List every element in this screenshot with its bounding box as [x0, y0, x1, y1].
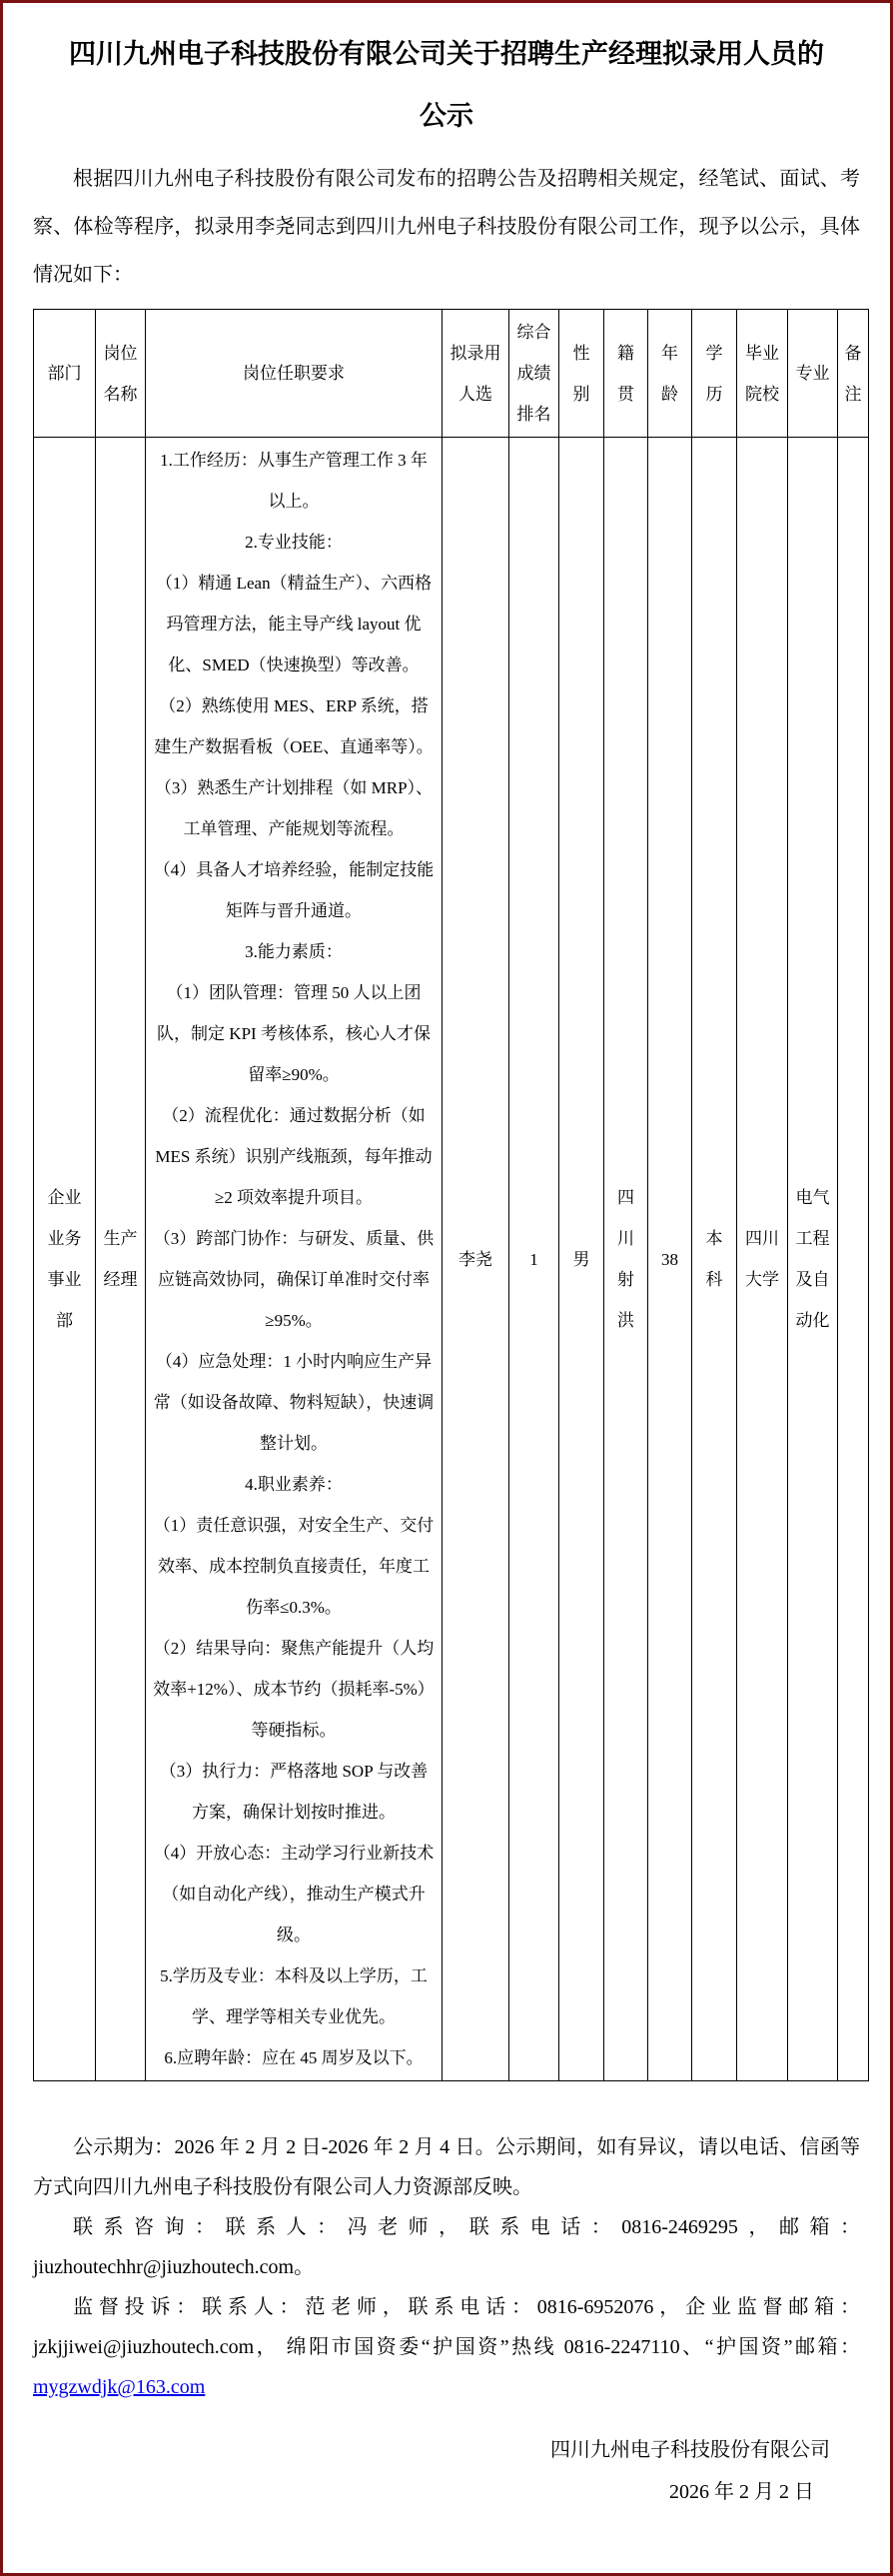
cell-native-place: 四川射洪: [604, 438, 648, 2081]
col-header-gender: 性别: [559, 310, 604, 438]
cell-position: 生产经理: [96, 438, 146, 2081]
col-header-education: 学历: [692, 310, 737, 438]
requirement-item: 1.工作经历：从事生产管理工作 3 年以上。: [160, 451, 428, 511]
table-row: [34, 438, 869, 2081]
requirement-item: （3）执行力：严格落地 SOP 与改善方案，确保计划按时推进。: [159, 1762, 429, 1822]
title-line-2: 公示: [420, 101, 473, 131]
candidate-table: [33, 309, 869, 2081]
cell-education: 本科: [692, 438, 737, 2081]
requirement-item: （2）结果导向：聚焦产能提升（人均效率+12%）、成本节约（损耗率-5%）等硬指标。: [153, 1639, 435, 1740]
col-header-remark: 备注: [838, 310, 869, 438]
col-header-major: 专业: [788, 310, 838, 438]
col-header-rank: 综合成绩排名: [509, 310, 559, 438]
requirement-item: （1）团队管理：管理 50 人以上团队，制定 KPI 考核体系，核心人才保留率≥90%。: [157, 983, 431, 1084]
col-header-department: 部门: [34, 310, 96, 438]
cell-remark: [838, 438, 869, 2081]
requirement-item: 5.学历及专业：本科及以上学历，工学、理学等相关专业优先。: [160, 1966, 428, 2026]
contact-paragraph: 联系咨询：联系人：冯老师，联系电话：0816-2469295，邮箱：jiuzhoutechhr@jiuzhoutech.com。: [33, 2216, 860, 2278]
requirement-item: （2）流程优化：通过数据分析（如 MES 系统）识别产线瓶颈，每年推动≥2 项效率提升项目。: [155, 1106, 433, 1207]
signature-company: 四川九州电子科技股份有限公司: [550, 2439, 830, 2461]
complaint-text: 监督投诉：联系人：范老师，联系电话：0816-6952076，企业监督邮箱：jzkjjiwei@jiuzhoutech.com， 绵阳市国资委“护国资”热线 0816-2247110、“护国资”邮箱：: [33, 2296, 860, 2358]
col-header-school: 毕业院校: [737, 310, 788, 438]
requirement-item: 6.应聘年龄：应在 45 周岁及以下。: [164, 2048, 424, 2067]
announcement-document: [3, 3, 890, 2573]
col-header-native-place: 籍贯: [604, 310, 648, 438]
cell-candidate: 李尧: [443, 438, 509, 2081]
requirement-item: （2）熟练使用 MES、ERP 系统，搭建生产数据看板（OEE、直通率等）。: [154, 696, 434, 756]
complaint-email-link[interactable]: mygzwdjk@163.com: [33, 2376, 206, 2398]
col-header-age: 年龄: [648, 310, 692, 438]
col-header-requirements: 岗位任职要求: [146, 310, 443, 438]
cell-requirements: [146, 438, 443, 2081]
cell-rank: 1: [509, 438, 559, 2081]
requirement-item: （4）具备人才培养经验，能制定技能矩阵与晋升通道。: [153, 860, 435, 920]
requirement-item: 3.能力素质：: [245, 942, 343, 961]
cell-major: 电气工程及自动化: [788, 438, 838, 2081]
signature-date: 2026 年 2 月 2 日: [669, 2481, 814, 2503]
requirement-item: （1）责任意识强，对安全生产、交付效率、成本控制负直接责任，年度工伤率≤0.3%。: [153, 1516, 435, 1617]
cell-school: 四川大学: [737, 438, 788, 2081]
col-header-position: 岗位名称: [96, 310, 146, 438]
cell-age: 38: [648, 438, 692, 2081]
cell-gender: 男: [559, 438, 604, 2081]
publicity-period-paragraph: 公示期为：2026 年 2 月 2 日-2026 年 2 月 4 日。公示期间，如有异议，请以电话、信函等方式向四川九州电子科技股份有限公司人力资源部反映。: [33, 2136, 860, 2198]
page-title: [33, 23, 860, 147]
requirement-item: 4.职业素养：: [245, 1475, 343, 1494]
requirement-item: （1）精通 Lean（精益生产）、六西格玛管理方法，能主导产线 layout 优化、SMED（快速换型）等改善。: [155, 574, 433, 674]
requirement-item: （3）跨部门协作：与研发、质量、供应链高效协同，确保订单准时交付率≥95%。: [153, 1229, 435, 1330]
requirement-item: 2.专业技能：: [245, 533, 343, 552]
col-header-candidate: 拟录用人选: [443, 310, 509, 438]
requirement-item: （4）开放心态：主动学习行业新技术（如自动化产线），推动生产模式升级。: [153, 1844, 435, 1944]
signature-block: [33, 2429, 860, 2513]
complaint-paragraph: [33, 2287, 860, 2407]
cell-department: 企业业务事业部: [34, 438, 96, 2081]
requirement-item: （4）应急处理：1 小时内响应生产异常（如设备故障、物料短缺），快速调整计划。: [153, 1352, 435, 1453]
intro-paragraph: 根据四川九州电子科技股份有限公司发布的招聘公告及招聘相关规定，经笔试、面试、考察、体检等程序，拟录用李尧同志到四川九州电子科技股份有限公司工作，现予以公示，具体情况如下：: [33, 168, 860, 286]
title-line-1: 四川九州电子科技股份有限公司关于招聘生产经理拟录用人员的: [69, 39, 824, 69]
requirement-item: （3）熟悉生产计划排程（如 MRP）、工单管理、产能规划等流程。: [154, 778, 434, 838]
table-header-row: [34, 310, 869, 438]
